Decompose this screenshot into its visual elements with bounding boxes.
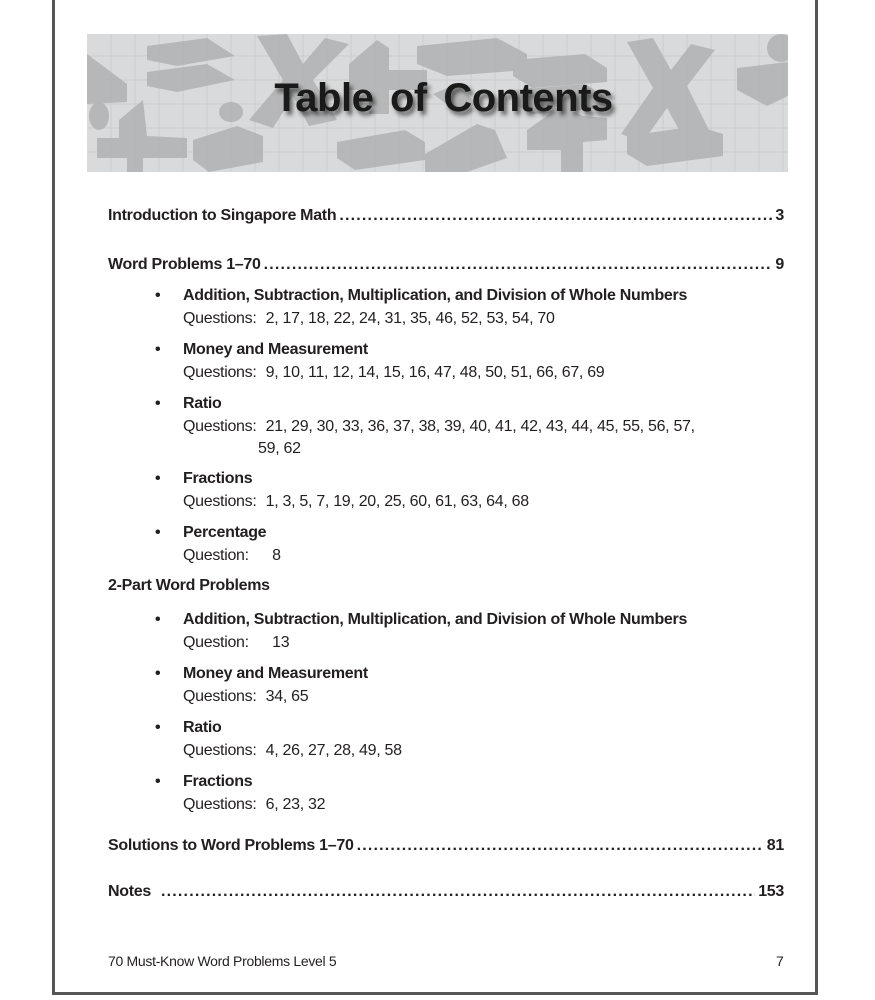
topic-title: Addition, Subtraction, Multiplication, and Division of Whole Numbers [183, 287, 688, 304]
questions-values: 8 [272, 547, 281, 564]
equals-icon [147, 38, 235, 66]
toc-entry-label: Word Problems 1–70 [108, 256, 261, 273]
toc-entry-introduction[interactable] [108, 207, 784, 225]
questions-values: 6, 23, 32 [265, 796, 326, 813]
questions-values: 4, 26, 27, 28, 49, 58 [265, 742, 402, 759]
footer-book-title: 70 Must-Know Word Problems Level 5 [108, 953, 337, 969]
topic-title: Fractions [183, 773, 253, 790]
section-two-part-word-problems[interactable]: 2-Part Word Problems [108, 577, 270, 594]
bullet-icon: • [155, 470, 161, 487]
questions-label: Questions: [183, 742, 257, 759]
topic-questions [183, 545, 281, 567]
topic-questions [183, 491, 529, 513]
topic-title: Addition, Subtraction, Multiplication, and Division of Whole Numbers [183, 611, 688, 628]
topic-title: Money and Measurement [183, 341, 368, 358]
toc-entry-notes[interactable] [108, 883, 784, 901]
questions-label: Question: [183, 547, 249, 564]
questions-label: Questions: [183, 796, 257, 813]
questions-values: 1, 3, 5, 7, 19, 20, 25, 60, 61, 63, 64, 68 [265, 493, 529, 510]
topic-title: Percentage [183, 524, 267, 541]
bullet-icon: • [155, 773, 161, 790]
toc-entry-page: 3 [775, 207, 784, 224]
questions-values: 2, 17, 18, 22, 24, 31, 35, 46, 52, 53, 54, 70 [265, 310, 555, 327]
bullet-icon: • [155, 395, 161, 412]
page-title: Table of Contents [274, 76, 613, 120]
questions-values: 59, 62 [258, 440, 301, 457]
bullet-icon: • [155, 341, 161, 358]
dot-leader [161, 883, 755, 901]
questions-values: 21, 29, 30, 33, 36, 37, 38, 39, 40, 41, 42, 43, 44, 45, 55, 56, 57, [265, 418, 695, 435]
bullet-icon: • [155, 665, 161, 682]
dot-leader [264, 256, 773, 274]
dot-leader [357, 837, 764, 855]
questions-values: 34, 65 [265, 688, 309, 705]
toc-entry-label: Solutions to Word Problems 1–70 [108, 837, 354, 854]
topic-questions [183, 308, 555, 330]
toc-entry-page: 81 [766, 837, 784, 854]
toc-entry-word-problems[interactable] [108, 256, 784, 274]
topic-title: Fractions [183, 470, 253, 487]
questions-values: 9, 10, 11, 12, 14, 15, 16, 47, 48, 50, 51, 66, 67, 69 [265, 364, 605, 381]
bullet-icon: • [155, 287, 161, 304]
bullet-icon: • [155, 611, 161, 628]
questions-label: Questions: [183, 418, 257, 435]
topic-questions [183, 686, 308, 708]
topic-questions [183, 416, 695, 438]
questions-label: Questions: [183, 310, 257, 327]
toc-entry-page: 9 [775, 256, 784, 273]
topic-questions-continued [258, 438, 301, 460]
toc-entry-solutions[interactable] [108, 837, 784, 855]
topic-title: Money and Measurement [183, 665, 368, 682]
bullet-icon: • [155, 719, 161, 736]
questions-label: Questions: [183, 688, 257, 705]
topic-title: Ratio [183, 395, 222, 412]
questions-label: Questions: [183, 364, 257, 381]
toc-entry-page: 153 [758, 883, 784, 900]
dot-leader [339, 207, 772, 225]
questions-label: Question: [183, 634, 249, 651]
questions-values: 13 [272, 634, 290, 651]
topic-questions [183, 362, 604, 384]
topic-title: Ratio [183, 719, 222, 736]
questions-label: Questions: [183, 493, 257, 510]
footer-page-number: 7 [776, 953, 784, 969]
toc-entry-label: Notes [108, 883, 151, 900]
toc-entry-label: Introduction to Singapore Math [108, 207, 337, 224]
title-banner [87, 34, 788, 172]
topic-questions [183, 740, 402, 762]
topic-questions [183, 632, 289, 654]
minus-icon [337, 130, 425, 170]
topic-questions [183, 794, 325, 816]
bullet-icon: • [155, 524, 161, 541]
